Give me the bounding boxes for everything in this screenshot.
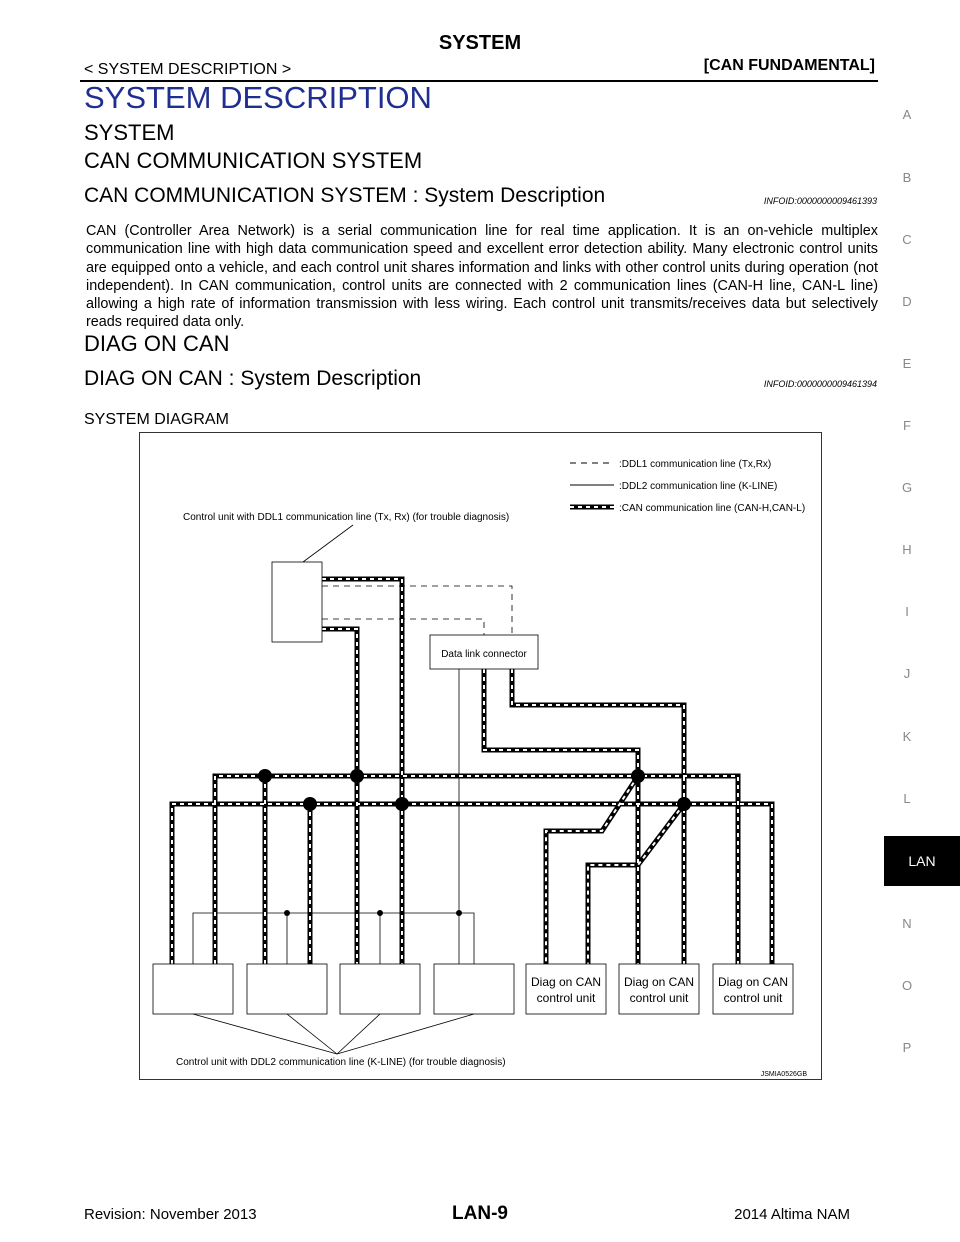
side-index-n[interactable]: N — [902, 916, 912, 931]
footer-model: 2014 Altima NAM — [734, 1206, 850, 1223]
legend-can-text: :CAN communication line (CAN-H,CAN-L) — [619, 503, 806, 514]
side-index-lan-active[interactable]: LAN — [884, 836, 960, 886]
ddl2-leader-lines — [193, 1014, 474, 1054]
side-index-l[interactable]: L — [903, 791, 911, 806]
can-description-paragraph: CAN (Controller Area Network) is a serial communication line for real time application. It is an on-vehicle multiplex communication line with high data communication speed and excellent error detection ability. Many electronic control units are equipped onto a vehicle, and each control unit shares information and links with other control units during operation (not independent). In CAN communication, control units are connected with 2 communication lines (CAN-H line, CAN-L line) allowing a high rate of information transmission with less wiring. Each control unit transmits/receives data but selectively reads required data only. — [86, 223, 878, 331]
legend-ddl1-text: :DDL1 communication line (Tx,Rx) — [619, 459, 772, 470]
svg-text:control unit: control unit — [629, 991, 689, 1005]
legend-ddl2-text: :DDL2 communication line (K-LINE) — [619, 481, 778, 492]
main-heading: SYSTEM DESCRIPTION — [84, 80, 432, 115]
side-index-g[interactable]: G — [901, 480, 913, 495]
footer-page-number: LAN-9 — [452, 1203, 508, 1224]
footer-revision: Revision: November 2013 — [84, 1206, 257, 1223]
side-index-e[interactable]: E — [902, 356, 912, 371]
svg-text:control unit: control unit — [536, 991, 596, 1005]
page-header-title: SYSTEM — [438, 32, 522, 54]
side-index-a[interactable]: A — [902, 107, 912, 122]
side-index-p[interactable]: P — [902, 1040, 912, 1055]
ddl1-control-unit — [272, 562, 322, 642]
svg-text:Diag on CAN: Diag on CAN — [717, 975, 789, 989]
ddl2-control-units — [153, 964, 514, 1014]
svg-text:Diag on CAN: Diag on CAN — [530, 975, 602, 989]
side-index-h[interactable]: H — [902, 542, 912, 557]
side-index-d[interactable]: D — [902, 294, 912, 309]
side-index-b[interactable]: B — [902, 170, 912, 185]
system-diagram-svg — [140, 433, 823, 1081]
heading-diag-on-can: DIAG ON CAN — [84, 331, 230, 356]
side-index-j[interactable]: J — [903, 666, 911, 681]
side-index-f[interactable]: F — [903, 418, 911, 433]
heading-can-communication: CAN COMMUNICATION SYSTEM — [84, 148, 423, 173]
side-index-c[interactable]: C — [902, 232, 912, 247]
svg-text:control unit: control unit — [723, 991, 783, 1005]
ddl1-unit-label: Control unit with DDL1 communication line (Tx, Rx) (for trouble diagnosis) — [183, 512, 510, 523]
data-link-connector-label: Data link connector — [441, 649, 527, 660]
diag-on-can-unit-3 — [713, 964, 793, 1014]
side-index-i[interactable]: I — [905, 604, 909, 619]
page-header-section: [CAN FUNDAMENTAL] — [703, 57, 875, 74]
heading-can-system-description: CAN COMMUNICATION SYSTEM : System Description — [84, 184, 606, 207]
heading-system: SYSTEM — [84, 120, 175, 145]
page-header-subtitle: < SYSTEM DESCRIPTION > — [84, 61, 292, 78]
ddl1-leader-line — [303, 525, 353, 562]
heading-system-diagram: SYSTEM DIAGRAM — [84, 411, 229, 428]
info-id-can: INFOID:0000000009461393 — [763, 196, 877, 206]
side-index-k[interactable]: K — [902, 729, 912, 744]
ddl2-lines — [193, 669, 474, 964]
svg-text:Diag on CAN: Diag on CAN — [623, 975, 695, 989]
heading-diag-system-description: DIAG ON CAN : System Description — [84, 367, 422, 390]
info-id-diag: INFOID:0000000009461394 — [763, 379, 877, 389]
diag-on-can-unit-1 — [526, 964, 606, 1014]
ddl2-unit-label: Control unit with DDL2 communication line (K-LINE) (for trouble diagnosis) — [176, 1057, 506, 1068]
diag-on-can-unit-2 — [619, 964, 699, 1014]
side-index-o[interactable]: O — [901, 978, 913, 993]
system-diagram — [139, 432, 822, 1080]
diagram-code: JSMIA0526GB — [760, 1071, 807, 1078]
